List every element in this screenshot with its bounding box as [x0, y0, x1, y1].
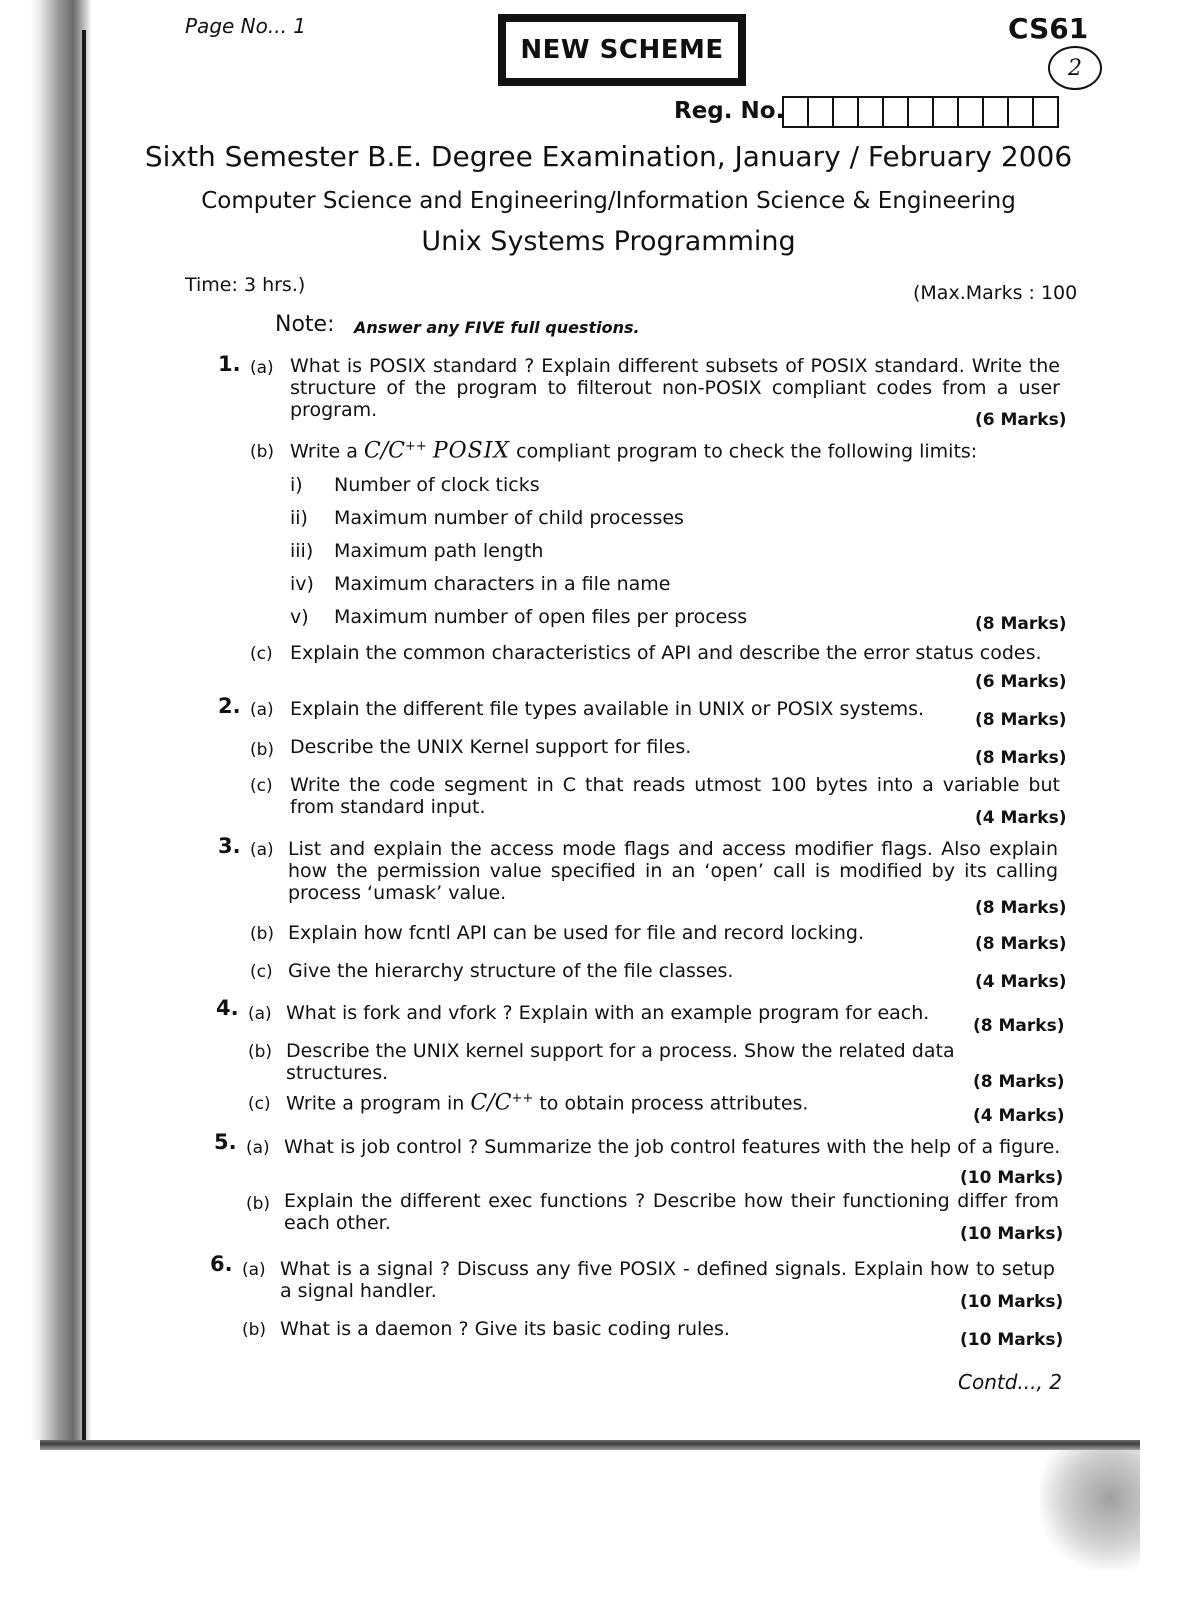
question-text: Describe the UNIX Kernel support for files. [290, 736, 692, 758]
reg-no-box [784, 98, 809, 126]
text-segment: Write a [290, 440, 358, 463]
text-segment: to obtain process attributes. [539, 1092, 809, 1115]
part-label: (b) [242, 1320, 267, 1340]
question-number: 5. [214, 1130, 237, 1154]
part-label: (b) [246, 1194, 271, 1214]
marks-label: (10 Marks) [960, 1292, 1064, 1312]
reg-no-box [809, 98, 834, 126]
subject-code: CS61 [1008, 12, 1089, 45]
part-label: (c) [248, 1094, 271, 1114]
reg-no-box [909, 98, 934, 126]
part-label: (a) [250, 700, 274, 720]
reg-no-boxes [782, 96, 1059, 128]
question-text [286, 1088, 946, 1114]
marks-label: (8 Marks) [975, 898, 1067, 918]
math-text: POSIX [432, 438, 511, 464]
list-item-text: Maximum path length [334, 540, 544, 562]
part-label: (c) [250, 962, 273, 982]
marks-label: (10 Marks) [960, 1168, 1064, 1188]
page-number: Page No... 1 [185, 14, 307, 38]
marks-label: (4 Marks) [973, 1106, 1065, 1126]
marks-label: (4 Marks) [975, 972, 1067, 992]
list-item-text: Maximum number of child processes [334, 507, 684, 529]
exam-title: Sixth Semester B.E. Degree Examination, January / February 2006 [144, 140, 1073, 173]
list-item-number: iii) [290, 540, 314, 562]
max-marks: (Max.Marks : 100 [913, 282, 1078, 304]
note-label: Note: [275, 312, 335, 337]
math-text: C/C [363, 438, 405, 464]
marks-label: (6 Marks) [975, 410, 1067, 430]
question-text: What is POSIX standard ? Explain different subsets of POSIX standard. Write the structure of the program to filterout non-POSIX compliant codes from a user program. [290, 355, 1060, 421]
math-superscript: ++ [511, 1091, 534, 1106]
question-text: Give the hierarchy structure of the file classes. [288, 960, 734, 982]
marks-label: (8 Marks) [973, 1072, 1065, 1092]
note-text: Answer any FIVE full questions. [354, 318, 640, 337]
list-item-number: i) [290, 474, 303, 496]
reg-no-box [884, 98, 909, 126]
question-number: 4. [216, 996, 239, 1020]
part-label: (b) [250, 442, 275, 462]
reg-no-box [959, 98, 984, 126]
question-text: What is fork and vfork ? Explain with an example program for each. [286, 1002, 930, 1024]
text-segment: Write a program in [286, 1092, 465, 1115]
part-label: (b) [248, 1042, 273, 1062]
question-text: List and explain the access mode flags and access modifier flags. Also explain how the permission value specified in an ‘open’ call is modified by its calling process ‘umask’ value. [288, 838, 1058, 904]
part-label: (b) [250, 924, 275, 944]
list-item-text: Number of clock ticks [334, 474, 540, 496]
subject-title: Unix Systems Programming [421, 226, 796, 257]
question-text: What is a daemon ? Give its basic coding rules. [280, 1318, 730, 1340]
list-item-number: v) [290, 606, 309, 628]
branch-title: Computer Science and Engineering/Information Science & Engineering [201, 188, 1016, 214]
time-allowed: Time: 3 hrs.) [185, 274, 306, 296]
question-text: Write the code segment in C that reads utmost 100 bytes into a variable but from standard input. [290, 774, 1060, 818]
part-label: (a) [242, 1260, 266, 1280]
marks-label: (8 Marks) [975, 934, 1067, 954]
question-text [290, 436, 1060, 462]
list-item-text: Maximum characters in a file name [334, 573, 671, 595]
marks-label: (8 Marks) [975, 614, 1067, 634]
marks-label: (4 Marks) [975, 808, 1067, 828]
math-text: C/C [470, 1090, 512, 1116]
scan-shadow-bottom [40, 1440, 1140, 1450]
question-text: Describe the UNIX kernel support for a process. Show the related data structures. [286, 1040, 955, 1084]
reg-no-box [984, 98, 1009, 126]
question-number: 6. [210, 1252, 233, 1276]
question-text: What is a signal ? Discuss any five POSIX - defined signals. Explain how to setup a signal handler. [280, 1258, 1055, 1302]
question-number: 3. [218, 834, 241, 858]
part-label: (a) [250, 358, 274, 378]
list-item-text: Maximum number of open files per process [334, 606, 748, 628]
marks-label: (8 Marks) [975, 748, 1067, 768]
reg-no-box [1009, 98, 1034, 126]
list-item-number: iv) [290, 573, 314, 595]
part-label: (a) [248, 1004, 272, 1024]
list-item-number: ii) [290, 507, 308, 529]
reg-no-box [1034, 98, 1057, 126]
marks-label: (8 Marks) [973, 1016, 1065, 1036]
question-text: Explain the different file types available in UNIX or POSIX systems. [290, 698, 925, 720]
question-text: Explain the common characteristics of API and describe the error status codes. [290, 642, 1042, 664]
marks-label: (10 Marks) [960, 1330, 1064, 1350]
math-superscript: ++ [404, 439, 427, 454]
marks-label: (8 Marks) [975, 710, 1067, 730]
reg-no-box [834, 98, 859, 126]
reg-no-box [934, 98, 959, 126]
part-label: (c) [250, 776, 273, 796]
reg-no-label: Reg. No. [674, 98, 785, 124]
marks-label: (6 Marks) [975, 672, 1067, 692]
scheme-badge: NEW SCHEME [498, 14, 746, 86]
reg-no-box [859, 98, 884, 126]
text-segment: compliant program to check the following limits: [516, 440, 978, 463]
part-label: (a) [250, 840, 274, 860]
question-text: Explain how fcntl API can be used for file and record locking. [288, 922, 865, 944]
question-number: 2. [218, 694, 241, 718]
continued-label: Contd..., 2 [958, 1370, 1062, 1394]
handwritten-circled-number: 2 [1048, 46, 1102, 90]
scan-smudge [1040, 1450, 1140, 1570]
question-text: Explain the different exec functions ? Describe how their functioning differ from each other. [284, 1190, 1059, 1234]
part-label: (c) [250, 644, 273, 664]
part-label: (a) [246, 1138, 270, 1158]
question-number: 1. [218, 352, 241, 376]
marks-label: (10 Marks) [960, 1224, 1064, 1244]
question-text: What is job control ? Summarize the job control features with the help of a figure. [284, 1136, 1061, 1158]
part-label: (b) [250, 740, 275, 760]
